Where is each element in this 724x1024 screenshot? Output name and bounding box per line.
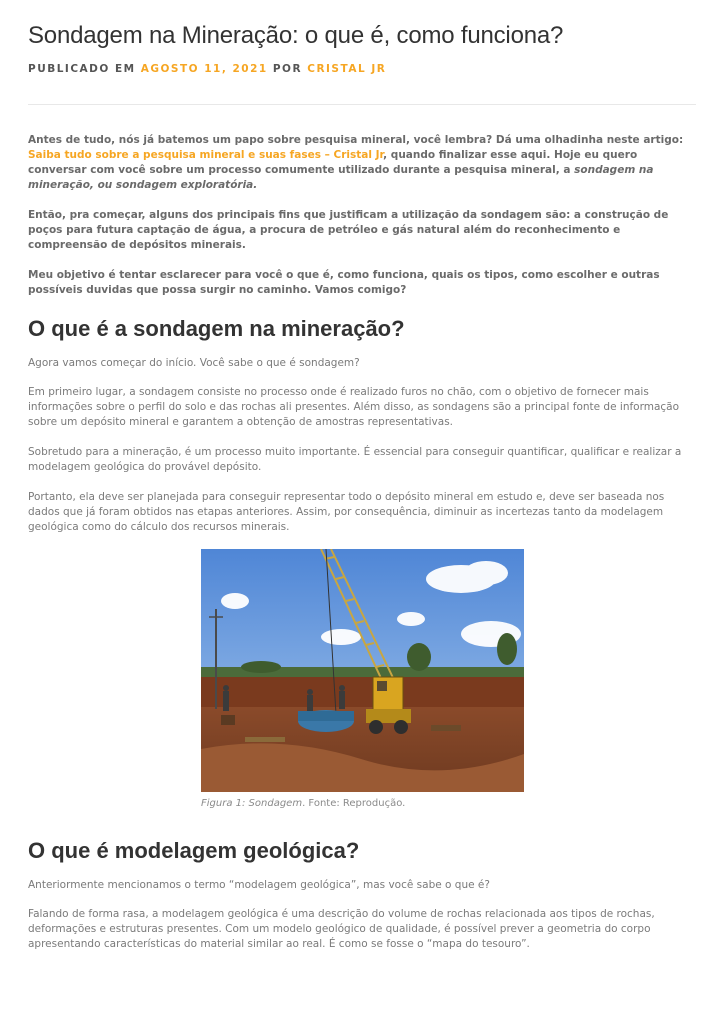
section-heading-sondagem: O que é a sondagem na mineração?	[28, 316, 405, 341]
figure-caption	[201, 798, 405, 809]
by-label: POR	[272, 63, 303, 75]
section2-paragraph-2: Falando de forma rasa, a modelagem geológica é uma descrição do volume de rochas relacionada aos tipos de rochas, deformações e estruturas presentes. Com um modelo geológico de qualidade, é possível prever a geometria do corpo apresentando características do material similar ao real. É como se fosse o “mapa do tesouro”.	[28, 908, 655, 950]
figure-caption-source: . Fonte: Reprodução.	[302, 798, 406, 809]
intro-p1-start: Antes de tudo, nós já batemos um papo sobre pesquisa mineral, você lembra? Dá uma olhadinha neste artigo:	[28, 134, 684, 146]
section1-paragraph-4: Portanto, ela deve ser planejada para conseguir representar todo o depósito mineral em estudo e, deve ser baseada nos dados que já foram obtidos nas etapas anteriores. Assim, por consequência, diminuir as incertezas tanto da modelagem geológica como do cálculo dos recursos minerais.	[28, 491, 665, 533]
figure-caption-label: Figura 1: Sondagem	[201, 798, 303, 809]
section-heading-modelagem: O que é modelagem geológica?	[28, 838, 360, 863]
intro-paragraph-3: Meu objetivo é tentar esclarecer para você o que é, como funciona, quais os tipos, como escolher e outras possíveis duvidas que possa surgir no caminho. Vamos comigo?	[28, 269, 660, 296]
header-divider	[28, 104, 696, 105]
intro-paragraph-1	[28, 133, 696, 193]
intro-paragraph-2: Então, pra começar, alguns dos principais fins que justificam a utilização da sondagem são: a construção de poços para futura captação de água, a procura de petróleo e gás natural além do reconhecimento e compreensão de depósitos minerais.	[28, 209, 669, 251]
intro-p1-italic: sondagem na mineração, ou sondagem exploratória.	[28, 164, 654, 191]
drilling-rig-illustration	[201, 549, 524, 792]
section1-paragraph-3: Sobretudo para a mineração, é um processo muito importante. É essencial para conseguir quantificar, qualificar e realizar a modelagem geológica do provável depósito.	[28, 446, 682, 473]
article-meta	[28, 63, 386, 75]
section1-paragraph-1: Agora vamos começar do início. Você sabe o que é sondagem?	[28, 357, 360, 369]
published-label: PUBLICADO EM	[28, 63, 136, 75]
article-title: Sondagem na Mineração: o que é, como funciona?	[28, 22, 564, 49]
author-link[interactable]: CRISTAL JR	[307, 63, 387, 75]
section1-paragraph-2: Em primeiro lugar, a sondagem consiste no processo onde é realizado furos no chão, com o objetivo de fornecer mais informações sobre o perfil do solo e das rochas ali presentes. Além disso, as sondagens são a principal fonte de informação sobre um depósito mineral e garantem a obtenção de amostras representativas.	[28, 386, 680, 428]
publish-date-link[interactable]: AGOSTO 11, 2021	[140, 63, 268, 75]
pesquisa-mineral-article-link[interactable]: Saiba tudo sobre a pesquisa mineral e suas fases – Cristal Jr	[28, 149, 384, 161]
intro-p1-mid: , quando finalizar esse aqui. Hoje eu quero conversar com você sobre um processo comumente utilizado durante a pesquisa mineral, a	[28, 149, 638, 176]
drilling-rig-photo	[201, 549, 524, 792]
section2-paragraph-1: Anteriormente mencionamos o termo “modelagem geológica”, mas você sabe o que é?	[28, 879, 490, 891]
